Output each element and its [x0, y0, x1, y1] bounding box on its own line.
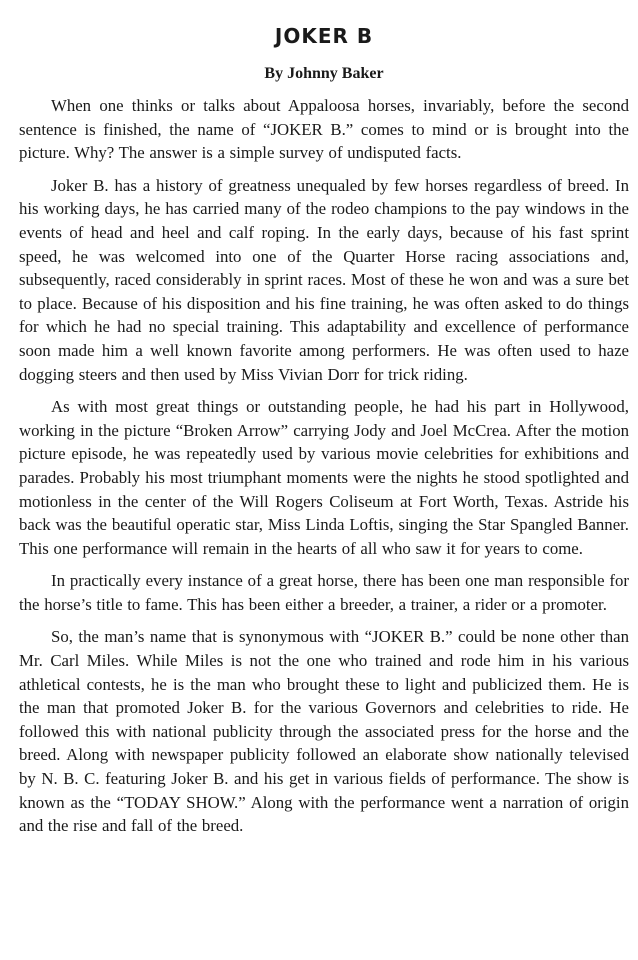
- paragraph-1: When one thinks or talks about Appaloosa horses, invariably, before the second sentence is finished, the name of “JOKER B.” comes to mind or is brought into the picture. Why? The answer is a simple survey of undisputed facts.: [19, 96, 629, 163]
- article-body: [19, 94, 629, 838]
- paragraph-4: In practically every instance of a great horse, there has been one man responsible for the horse’s title to fame. This has been either a breeder, a trainer, a rider or a promoter.: [19, 571, 629, 614]
- article-title: JOKER B: [274, 24, 374, 48]
- paragraph-5: So, the man’s name that is synonymous with “JOKER B.” could be none other than Mr. Carl Miles. While Miles is not the one who trained and rode him in his various athletical contests, he is the man who brought these to light and publicized them. He is the man that promoted Joker B. for the various Governors and celebrities to ride. He followed this with national publicity through the associated press for the horse and the breed. Along with newspaper publicity followed an elaborate show nationally televised by N. B. C. featuring Joker B. and his get in various fields of performance. The show is known as the “TODAY SHOW.” Along with the performance went a narration of origin and the rise and fall of the breed.: [19, 627, 629, 836]
- article-page: [19, 16, 629, 847]
- article-byline: By Johnny Baker: [264, 65, 384, 82]
- paragraph-2: Joker B. has a history of greatness unequaled by few horses regardless of breed. In his working days, he has carried many of the rodeo champions to the pay windows in the events of head and heel and calf roping. In the early days, because of his fast sprint speed, he was welcomed into one of the Quarter Horse racing associations and, subsequently, raced considerably in sprint races. Most of these he won and was a sure bet to place. Because of his disposition and his fine training, he was often asked to do things for which he had no special training. This adaptability and excellence of performance soon made him a well known favorite among performers. He was often used to haze dogging steers and then used by Miss Vivian Dorr for trick riding.: [19, 175, 629, 384]
- paragraph-3: As with most great things or outstanding people, he had his part in Hollywood, working in the picture “Broken Arrow” carrying Jody and Joel McCrea. After the motion picture episode, he was repeatedly used by various movie celebrities for exhibitions and parades. Probably his most triumphant moments were the nights he stood spotlighted and motionless in the center of the Will Rogers Coliseum at Fort Worth, Texas. Astride his back was the beautiful operatic star, Miss Linda Loftis, singing the Star Spangled Banner. This one performance will remain in the hearts of all who saw it for years to come.: [19, 397, 629, 558]
